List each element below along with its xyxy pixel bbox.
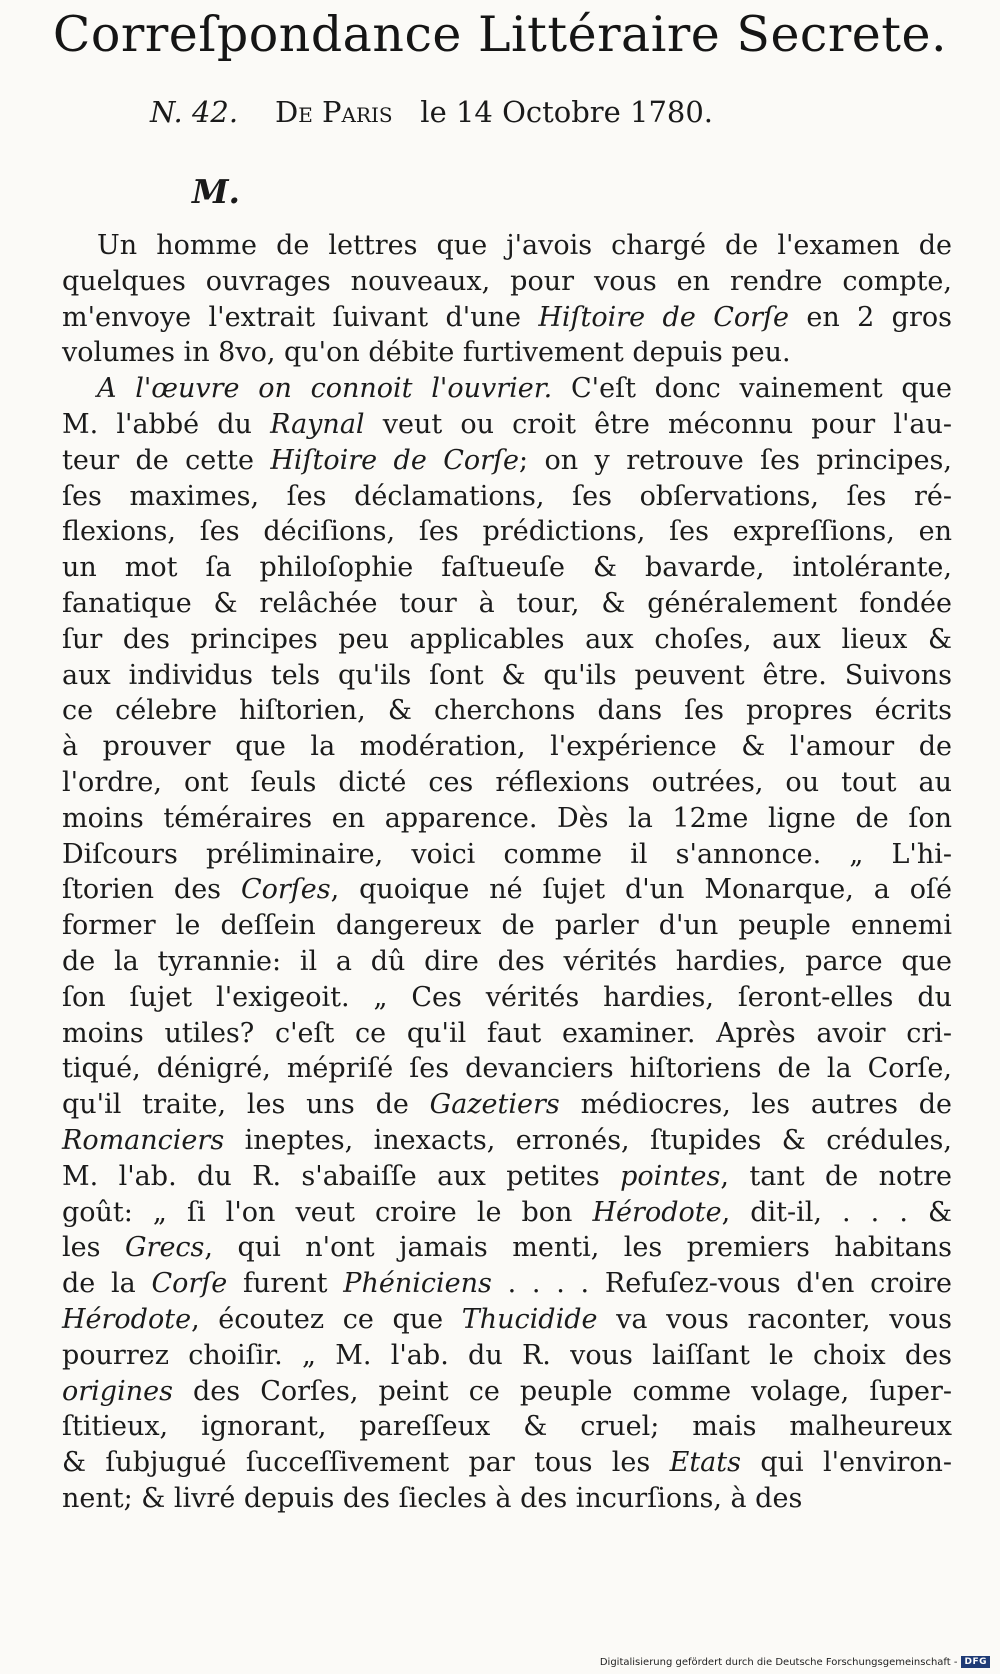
italic-phrase: Hérodote [592, 1196, 722, 1228]
text-run: des Corſes, peint ce peuple comme volage, ſuper- [172, 1375, 952, 1407]
text-run: moins téméraires en apparence. Dès la 12me ligne de ſon [62, 802, 952, 834]
text-run: teur de cette [62, 444, 271, 476]
text-run: qui l'environ- [741, 1447, 953, 1479]
credit-text: Digitalisierung gefördert durch die Deutsche Forschungsgemeinschaft - [599, 1656, 958, 1668]
text-run: moins utiles? c'eſt ce qu'il faut examiner. Après avoir cri- [62, 1017, 952, 1049]
text-line [62, 443, 952, 479]
text-line [62, 479, 952, 515]
text-line [62, 1338, 952, 1374]
text-run: . . . . Refuſez-vous d'en croire [491, 1268, 952, 1300]
text-run: m'envoye l'extrait ſuivant d'une [62, 301, 539, 333]
text-run: médiocres, les autres de [559, 1089, 952, 1121]
text-line [62, 1159, 952, 1195]
dfg-logo: DFG [961, 1656, 990, 1668]
text-run: goût: „ ſi l'on veut croire le bon [62, 1196, 593, 1228]
italic-phrase: Etats [669, 1447, 741, 1479]
text-run: M. l'abbé du [62, 408, 271, 440]
text-line [62, 228, 952, 264]
text-run: un mot ſa philoſophie faſtueuſe & bavarde, intolérante, [62, 552, 952, 584]
text-line [62, 1016, 952, 1052]
text-run: de la [62, 1268, 152, 1300]
italic-phrase: Hiſtoire de Corſe [538, 301, 789, 333]
italic-phrase: Romanciers [62, 1124, 225, 1156]
text-run: en 2 gros [788, 301, 952, 333]
italic-phrase: Corſe [151, 1268, 228, 1300]
text-run: & ſubjugué ſucceſſivement par tous les [62, 1447, 670, 1479]
text-line [62, 586, 952, 622]
text-line [62, 837, 952, 873]
text-run: l'ordre, ont ſeuls dicté ces réflexions outrées, ou tout au [62, 766, 952, 798]
place-of-origin: De Paris [274, 95, 393, 129]
text-run: à prouver que la modération, l'expérience & l'amour de [62, 731, 952, 763]
text-run: fanatique & relâchée tour à tour, & généralement fondée [62, 587, 952, 619]
text-line [62, 980, 952, 1016]
text-run: former le deſſein dangereux de parler d'un peuple ennemi [62, 910, 952, 942]
salutation: M. [192, 172, 241, 211]
italic-phrase: Phéniciens [343, 1268, 492, 1300]
text-run: ſes maximes, ſes déclamations, ſes obſervations, ſes ré- [62, 480, 952, 512]
text-run: volumes in 8vo, qu'on débite furtivement depuis peu. [62, 337, 791, 369]
text-line [62, 264, 952, 300]
italic-phrase: Grecs [124, 1232, 205, 1264]
italic-phrase: Thucidide [461, 1303, 598, 1335]
digitization-credit [600, 1656, 990, 1668]
text-line [62, 801, 952, 837]
text-line [62, 1230, 952, 1266]
dateline [150, 95, 870, 129]
text-line [62, 1266, 952, 1302]
text-run: tiqué, dénigré, mépriſé ſes devanciers hiſtoriens de la Corſe, [62, 1053, 952, 1085]
text-run: furent [227, 1268, 344, 1300]
text-run: ce célebre hiſtorien, & cherchons dans ſes propres écrits [62, 695, 952, 727]
text-run: ineptes, inexacts, erronés, ſtupides & crédules, [224, 1124, 952, 1156]
text-run: ſon ſujet l'exigeoit. „ Ces vérités hardies, ſeront-elles du [62, 981, 952, 1013]
text-run: , tant de notre [720, 1160, 952, 1192]
text-run: ſtorien des [62, 874, 241, 906]
text-run: les [62, 1232, 125, 1264]
text-line [62, 1374, 952, 1410]
italic-phrase: pointes [620, 1160, 721, 1192]
page-title: Correſpondance Littéraire Secrete. [52, 6, 948, 63]
issue-number: N. 42. [150, 95, 239, 129]
text-line [62, 1087, 952, 1123]
text-line [62, 622, 952, 658]
text-run: qu'il traite, les uns de [62, 1089, 430, 1121]
text-line [62, 407, 952, 443]
text-line [62, 300, 952, 336]
text-line [62, 335, 952, 371]
text-run: , écoutez ce que [191, 1303, 462, 1335]
text-run: ; on y retrouve ſes principes, [519, 444, 952, 476]
text-line [62, 1123, 952, 1159]
text-line [62, 729, 952, 765]
text-line [62, 944, 952, 980]
text-run: va vous raconter, vous [597, 1303, 953, 1335]
italic-phrase: origines [62, 1375, 173, 1407]
italic-phrase: Hiſtoire de Corſe [270, 444, 520, 476]
text-line [62, 514, 952, 550]
text-run: , dit-il, . . . & [721, 1196, 952, 1228]
italic-phrase: A l'œuvre on connoit l'ouvrier. [97, 373, 553, 405]
italic-phrase: Gazetiers [429, 1089, 560, 1121]
text-run: nent; & livré depuis des ſiecles à des incurſions, à des [62, 1482, 803, 1514]
text-line [62, 1051, 952, 1087]
text-run: , quoique né ſujet d'un Monarque, a oſé [330, 874, 952, 906]
text-run: veut ou croit être méconnu pour l'au- [364, 408, 952, 440]
text-run: Diſcours préliminaire, voici comme il s'annonce. „ L'hi- [62, 838, 952, 870]
text-line [62, 693, 952, 729]
text-run: ſur des principes peu applicables aux choſes, aux lieux & [62, 623, 952, 655]
text-line [62, 550, 952, 586]
text-line [62, 1302, 952, 1338]
text-line [62, 1481, 952, 1517]
text-line [62, 1409, 952, 1445]
text-run: , qui n'ont jamais menti, les premiers habitans [204, 1232, 952, 1264]
text-run: M. l'ab. du R. s'abaiſſe aux petites [62, 1160, 621, 1192]
italic-phrase: Raynal [270, 408, 365, 440]
text-line [62, 872, 952, 908]
text-run: Un homme de lettres que j'avois chargé de l'examen de [97, 230, 952, 261]
text-run: aux individus tels qu'ils ſont & qu'ils peuvent être. Suivons [62, 659, 952, 691]
text-line [62, 908, 952, 944]
text-run: pourrez choiſir. „ M. l'ab. du R. vous laiſſant le choix des [62, 1339, 952, 1371]
text-line [62, 371, 952, 407]
date-text: le 14 Octobre 1780. [420, 95, 714, 129]
text-line [62, 1195, 952, 1231]
text-run: C'eſt donc vainement que [552, 373, 953, 405]
body-text [62, 228, 952, 1517]
text-line [62, 1445, 952, 1481]
italic-phrase: Hérodote [62, 1303, 192, 1335]
text-run: de la tyrannie: il a dû dire des vérités hardies, parce que [62, 945, 952, 977]
italic-phrase: Corſes [240, 874, 331, 906]
text-run: quelques ouvrages nouveaux, pour vous en rendre compte, [62, 265, 952, 297]
text-run: flexions, ſes déciſions, ſes prédictions, ſes expreſſions, en [62, 516, 952, 548]
text-run: ſtitieux, ignorant, pareſſeux & cruel; mais malheureux [62, 1411, 952, 1443]
text-line [62, 658, 952, 694]
text-line [62, 765, 952, 801]
